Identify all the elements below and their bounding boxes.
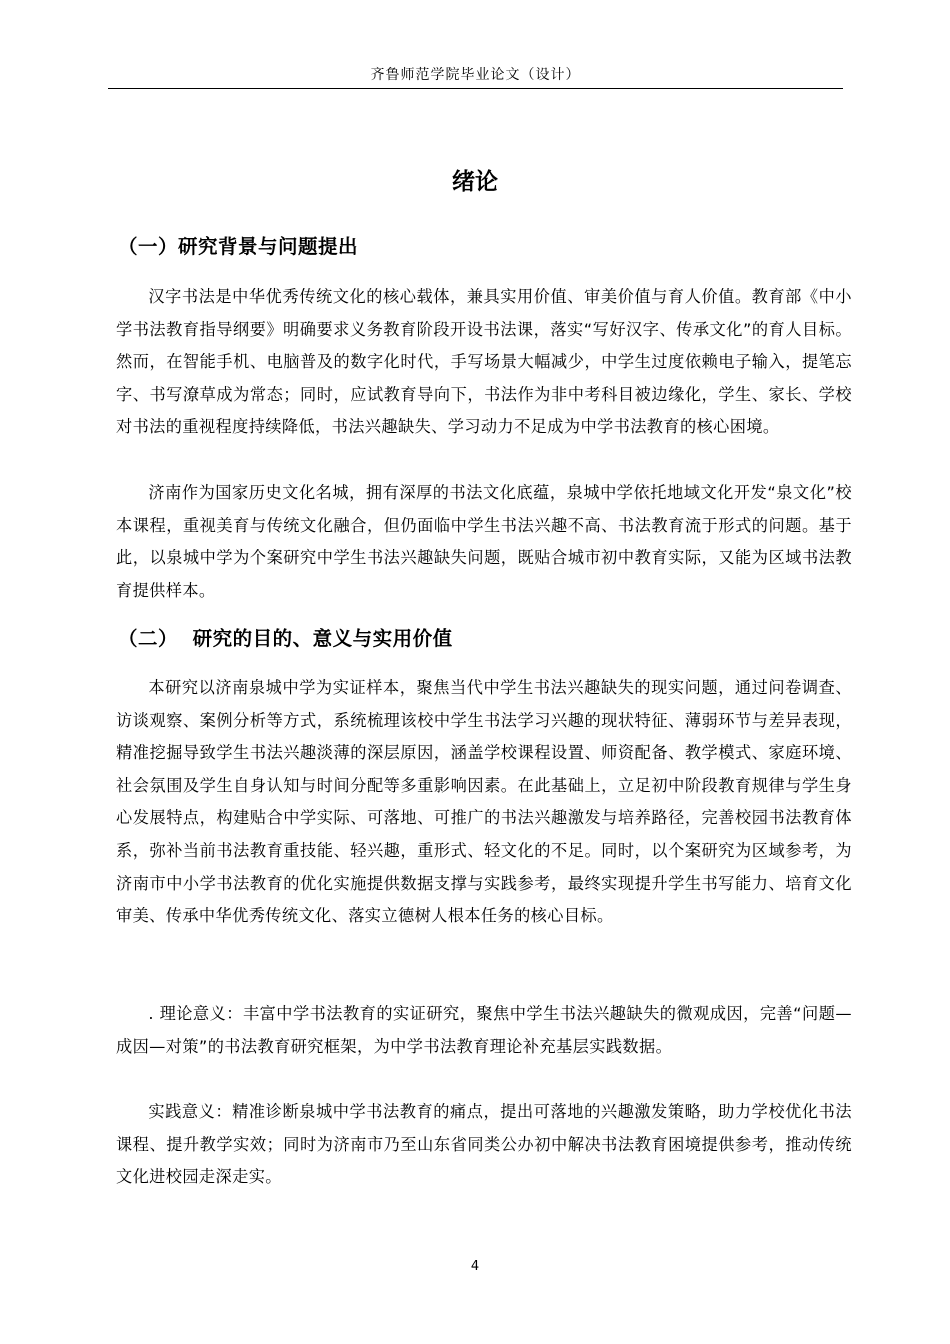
page-number: 4: [470, 1259, 480, 1274]
section-heading-1: （一）研究背景与问题提出: [118, 235, 359, 258]
paragraph-jinan-context: 济南作为国家历史文化名城，拥有深厚的书法文化底蕴，泉城中学依托地域文化开发“泉文化”校本课程，重视美育与传统文化融合，但仍面临中学生书法兴趣不高、书法教育流于形式的问题。基于此，以泉城中学为个案研究中学生书法兴趣缺失问题，既贴合城市初中教育实际，又能为区域书法教育提供样本。: [116, 483, 852, 600]
paragraph-theoretical-significance: . 理论意义：丰富中学书法教育的实证研究，聚焦中学生书法兴趣缺失的微观成因，完善“问题—成因—对策”的书法教育研究框架，为中学书法教育理论补充基层实践数据。: [116, 1004, 852, 1056]
running-header: 齐鲁师范学院毕业论文（设计）: [370, 67, 581, 83]
chapter-title: 绪论: [452, 169, 498, 195]
paragraph-practical-significance: 实践意义：精准诊断泉城中学书法教育的痛点，提出可落地的兴趣激发策略，助力学校优化书法课程、提升教学实效；同时为济南市乃至山东省同类公办初中解决书法教育困境提供参考，推动传统文化进校园走深走实。: [116, 1102, 852, 1187]
section-heading-2: （二） 研究的目的、意义与实用价值: [118, 627, 453, 650]
paragraph-research-aims: 本研究以济南泉城中学为实证样本，聚焦当代中学生书法兴趣缺失的现实问题，通过问卷调查、访谈观察、案例分析等方式，系统梳理该校中学生书法学习兴趣的现状特征、薄弱环节与差异表现，精准挖掘导致学生书法兴趣淡薄的深层原因，涵盖学校课程设置、师资配备、教学模式、家庭环境、社会氛围及学生自身认知与时间分配等多重影响因素。在此基础上，立足初中阶段教育规律与学生身心发展特点，构建贴合中学实际、可落地、可推广的书法兴趣激发与培养路径，完善校园书法教育体系，弥补当前书法教育重技能、轻兴趣，重形式、轻文化的不足。同时，以个案研究为区域参考，为济南市中小学书法教育的优化实施提供数据支撑与实践参考，最终实现提升学生书写能力、培育文化审美、传承中华优秀传统文化、落实立德树人根本任务的核心目标。: [116, 678, 852, 926]
header-divider: [108, 88, 843, 89]
paragraph-background: 汉字书法是中华优秀传统文化的核心载体，兼具实用价值、审美价值与育人价值。教育部《中小学书法教育指导纲要》明确要求义务教育阶段开设书法课，落实“写好汉字、传承文化”的育人目标。然而，在智能手机、电脑普及的数字化时代，手写场景大幅减少，中学生过度依赖电子输入，提笔忘字、书写潦草成为常态；同时，应试教育导向下，书法作为非中考科目被边缘化，学生、家长、学校对书法的重视程度持续降低，书法兴趣缺失、学习动力不足成为中学书法教育的核心困境。: [116, 287, 852, 437]
